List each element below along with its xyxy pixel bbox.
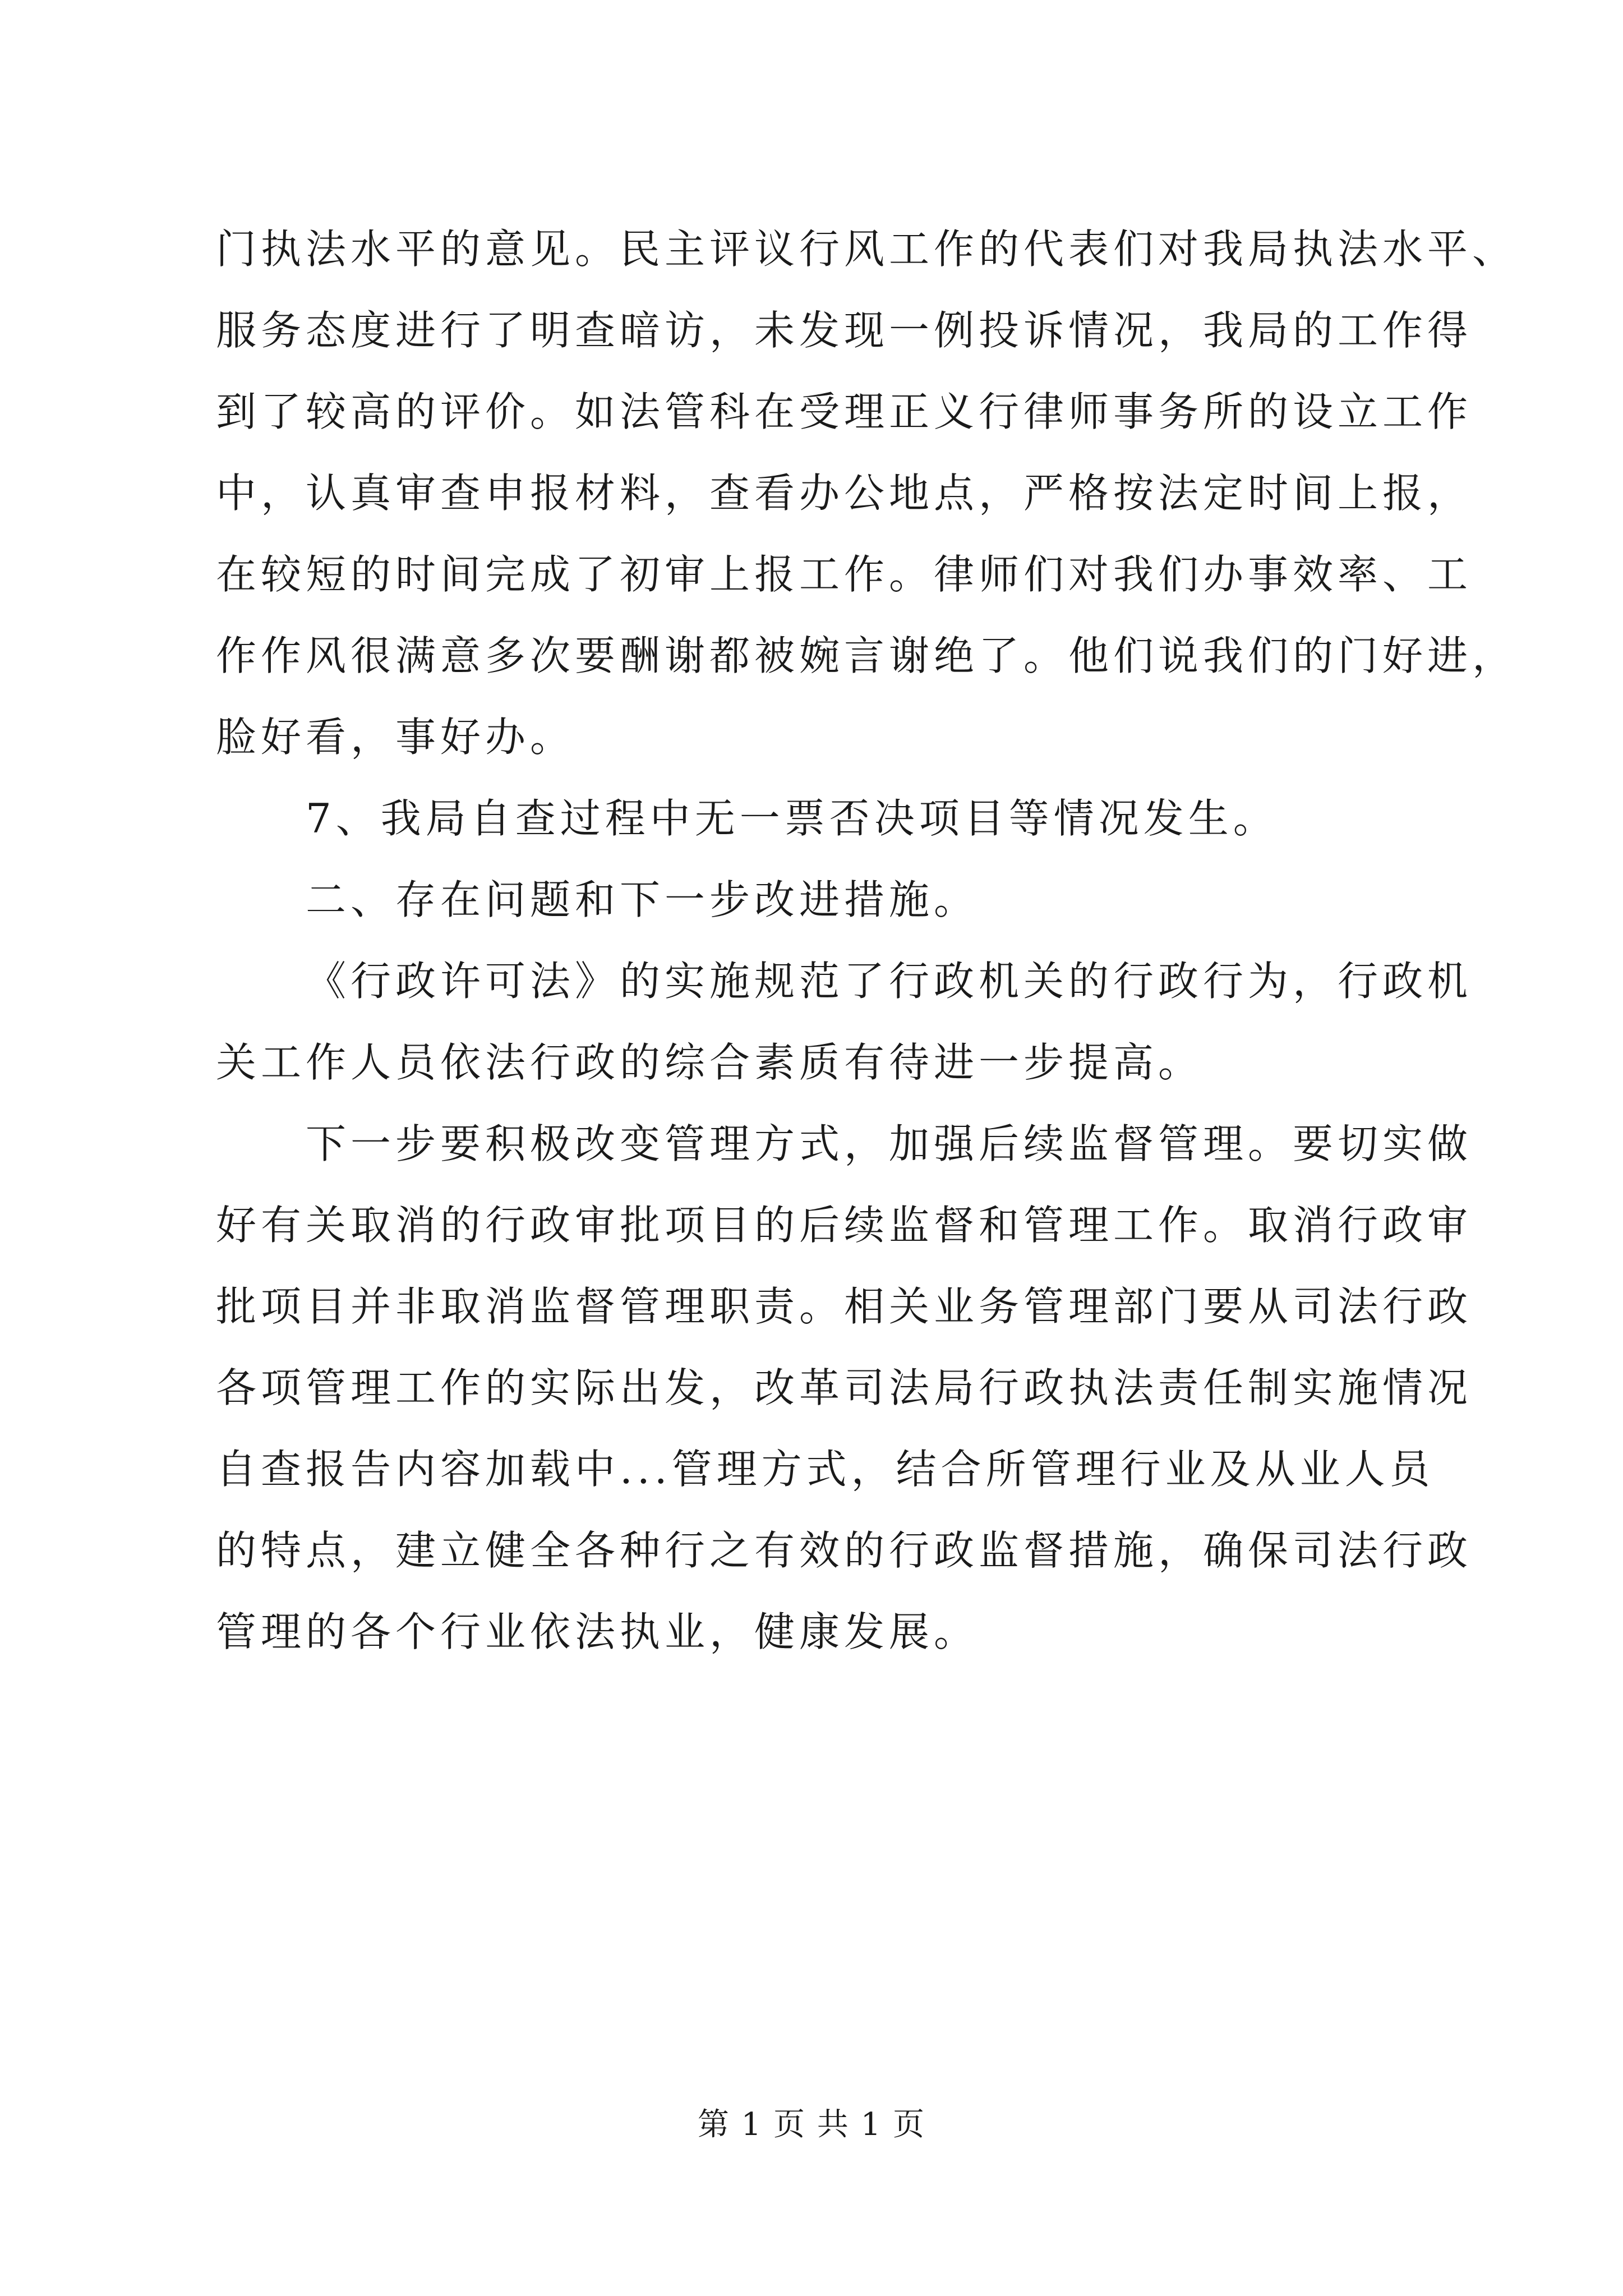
section-heading: 二、存在问题和下一步改进措施。: [306, 876, 979, 923]
item-7-line: 7、我局自查过程中无一票否决项目等情况发生。: [306, 795, 1278, 842]
text-line: 管理的各个行业依法执业，健康发展。: [216, 1608, 979, 1655]
text-line: 批项目并非取消监督管理职责。相关业务管理部门要从司法行政: [216, 1283, 1473, 1330]
text-line: 好有关取消的行政审批项目的后续监督和管理工作。取消行政审: [216, 1202, 1473, 1249]
text-line: 下一步要积极改变管理方式，加强后续监督管理。要切实做: [306, 1120, 1473, 1167]
text-line: 到了较高的评价。如法管科在受理正义行律师事务所的设立工作: [216, 388, 1473, 435]
text-line: 《行政许可法》的实施规范了行政机关的行政行为，行政机: [306, 958, 1473, 1005]
text-line: 各项管理工作的实际出发，改革司法局行政执法责任制实施情况: [216, 1364, 1473, 1411]
text-line: 自查报告内容加载中...管理方式，结合所管理行业及从业人员: [216, 1446, 1435, 1493]
text-line: 作作风很满意多次要酬谢都被婉言谢绝了。他们说我们的门好进，: [216, 632, 1518, 679]
text-line: 服务态度进行了明查暗访，未发现一例投诉情况，我局的工作得: [216, 307, 1473, 354]
text-line: 脸好看，事好办。: [216, 714, 575, 761]
text-line: 门执法水平的意见。民主评议行风工作的代表们对我局执法水平、: [216, 226, 1518, 273]
text-line: 在较短的时间完成了初审上报工作。律师们对我们办事效率、工: [216, 551, 1473, 598]
text-line: 的特点，建立健全各种行之有效的行政监督措施，确保司法行政: [216, 1527, 1473, 1574]
page-footer: 第 1 页 共 1 页: [697, 2106, 926, 2143]
document-body: [216, 209, 1518, 1673]
text-line: 中，认真审查申报材料，查看办公地点，严格按法定时间上报，: [216, 470, 1473, 517]
text-line: 关工作人员依法行政的综合素质有待进一步提高。: [216, 1039, 1204, 1086]
